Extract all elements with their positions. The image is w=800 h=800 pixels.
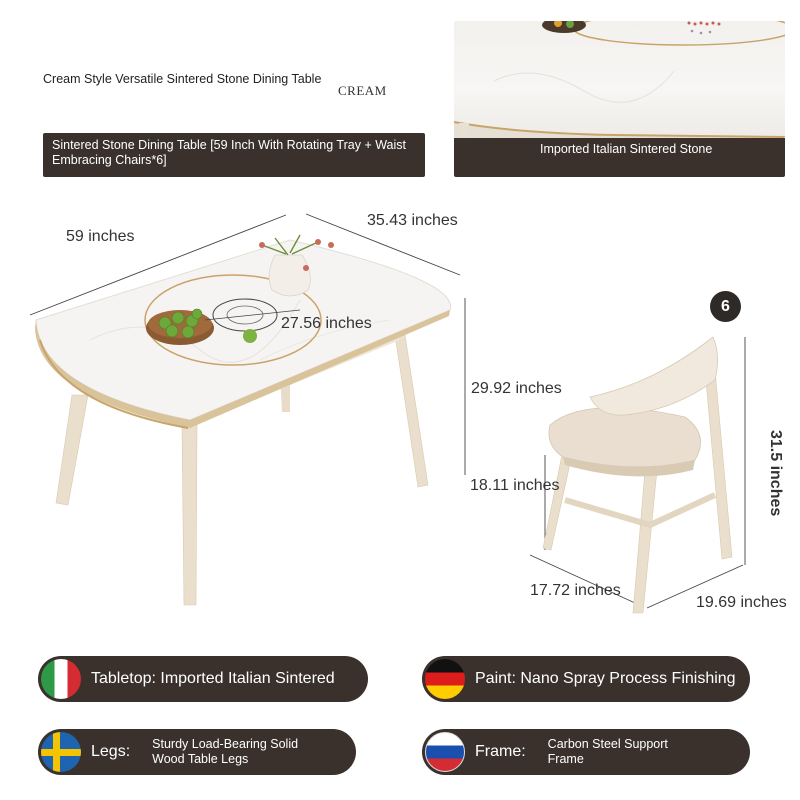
- feature-frame-detail: Carbon Steel Support Frame: [547, 737, 668, 766]
- dining-table-illustration: [0, 190, 470, 620]
- tray-diameter-label: 27.56 inches: [281, 315, 372, 332]
- chair-count-badge: 6: [710, 291, 741, 322]
- chair-height-label: 31.5 inches: [767, 430, 784, 517]
- product-banner: Sintered Stone Dining Table [59 Inch With Rotating Tray + Waist Embracing Chairs*6]: [43, 133, 425, 177]
- table-width-label: 35.43 inches: [367, 212, 458, 229]
- italy-flag-icon: [41, 659, 81, 699]
- feature-legs-detail: Sturdy Load-Bearing Solid Wood Table Legs: [152, 737, 299, 766]
- chair-width-label: 19.69 inches: [696, 594, 787, 611]
- feature-legs: [38, 729, 356, 775]
- feature-tabletop: [38, 656, 368, 702]
- sweden-flag-icon: [41, 732, 81, 772]
- russia-flag-icon: [425, 732, 465, 772]
- feature-frame: [422, 729, 750, 775]
- page-title: Cream Style Versatile Sintered Stone Dining Table: [43, 72, 322, 86]
- chair-depth-label: 17.72 inches: [530, 582, 621, 599]
- feature-tabletop-label: Tabletop: Imported Italian Sintered: [91, 670, 335, 687]
- feature-frame-label: Frame:: [475, 743, 526, 760]
- table-length-label: 59 inches: [66, 228, 135, 245]
- tabletop-photo: [454, 21, 785, 138]
- seat-height-label: 18.11 inches: [470, 477, 560, 494]
- brand-logo: CREAM: [338, 83, 387, 98]
- photo-caption: Imported Italian Sintered Stone: [454, 138, 785, 177]
- chair-illustration: [525, 325, 795, 625]
- feature-legs-label: Legs:: [91, 743, 131, 760]
- feature-paint: [422, 656, 750, 702]
- germany-flag-icon: [425, 659, 465, 699]
- feature-paint-label: Paint: Nano Spray Process Finishing: [475, 670, 736, 687]
- table-height-label: 29.92 inches: [471, 380, 562, 397]
